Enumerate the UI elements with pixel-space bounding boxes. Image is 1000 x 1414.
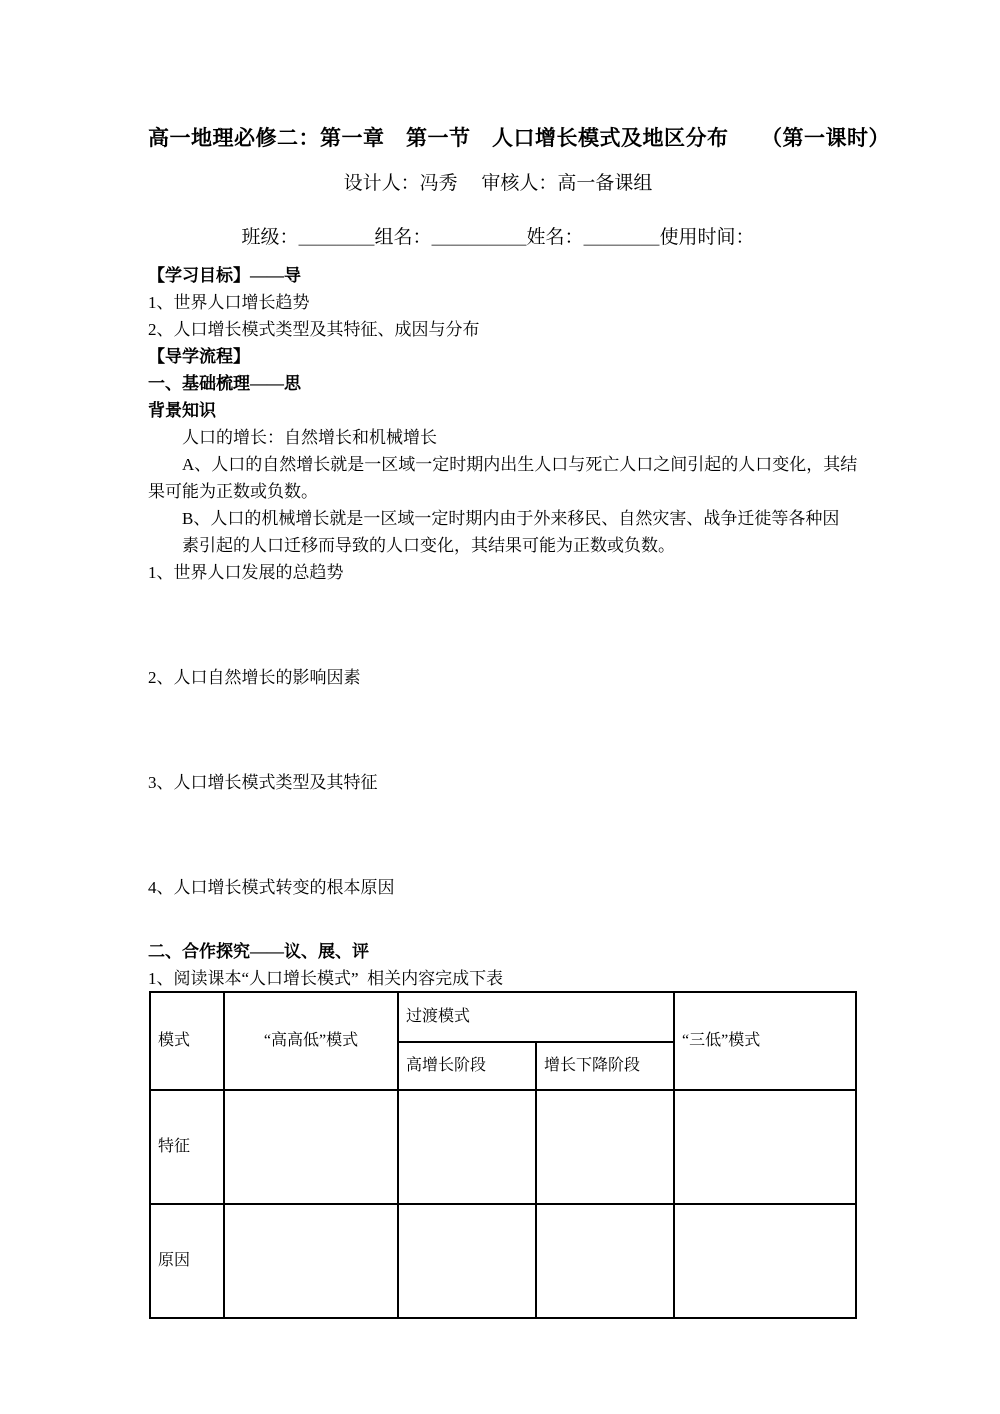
header-transition: 过渡模式 bbox=[398, 992, 674, 1042]
objective-item-2: 2、人口增长模式类型及其特征、成因与分布 bbox=[148, 320, 480, 339]
question-3: 3、人口增长模式类型及其特征 bbox=[148, 773, 378, 792]
header-transition-sub-1: 高增长阶段 bbox=[398, 1042, 536, 1090]
cell-characteristics-high-growth[interactable] bbox=[398, 1090, 536, 1204]
paragraph-a: A、人口的自然增长就是一区域一定时期内出生人口与死亡人口之间引起的人口变化，其结果可能为正数或负数。 bbox=[148, 455, 858, 501]
answer-space-2 bbox=[148, 691, 860, 769]
header-three-low: “三低”模式 bbox=[674, 992, 856, 1090]
lesson-body bbox=[148, 262, 860, 901]
paragraph-b-line-1: B、人口的机械增长就是一区域一定时期内由于外来移民、自然灾害、战争迁徙等各种因 bbox=[182, 509, 840, 528]
document-title: 高一地理必修二：第一章 第一节 人口增长模式及地区分布 （第一课时） bbox=[148, 126, 890, 150]
question-2: 2、人口自然增长的影响因素 bbox=[148, 668, 361, 687]
paragraph-b-line-2: 素引起的人口迁移而导致的人口变化，其结果可能为正数或负数。 bbox=[182, 536, 675, 555]
table-row bbox=[150, 1204, 856, 1318]
section-two-heading: 二、合作探究——议、展、评 bbox=[148, 942, 369, 961]
cell-characteristics-growth-decline[interactable] bbox=[536, 1090, 674, 1204]
objectives-heading: 【学习目标】——导 bbox=[148, 266, 301, 285]
class-info-line: 班级：＿＿＿＿组名：＿＿＿＿＿姓名：＿＿＿＿使用时间： bbox=[241, 227, 755, 248]
background-heading: 背景知识 bbox=[148, 401, 216, 420]
header-transition-sub-2: 增长下降阶段 bbox=[536, 1042, 674, 1090]
flow-heading: 【导学流程】 bbox=[148, 347, 250, 366]
question-4: 4、人口增长模式转变的根本原因 bbox=[148, 878, 395, 897]
modes-table-wrapper bbox=[149, 991, 857, 1319]
section-two-task: 1、阅读课本“人口增长模式” 相关内容完成下表 bbox=[148, 969, 504, 988]
cell-characteristics-high-high-low[interactable] bbox=[224, 1090, 398, 1204]
table-header-row-1 bbox=[150, 992, 856, 1042]
cell-causes-three-low[interactable] bbox=[674, 1204, 856, 1318]
cell-characteristics-three-low[interactable] bbox=[674, 1090, 856, 1204]
header-high-high-low: “高高低”模式 bbox=[224, 992, 398, 1090]
objective-item-1: 1、世界人口增长趋势 bbox=[148, 293, 310, 312]
answer-space-3 bbox=[148, 796, 860, 874]
section-two bbox=[148, 938, 860, 992]
row-label-characteristics: 特征 bbox=[150, 1090, 224, 1204]
question-1: 1、世界人口发展的总趋势 bbox=[148, 563, 344, 582]
row-label-causes: 原因 bbox=[150, 1204, 224, 1318]
cell-causes-high-high-low[interactable] bbox=[224, 1204, 398, 1318]
background-line: 人口的增长：自然增长和机械增长 bbox=[182, 428, 437, 447]
cell-causes-growth-decline[interactable] bbox=[536, 1204, 674, 1318]
document-subtitle: 设计人：冯秀 审核人：高一备课组 bbox=[343, 173, 653, 194]
cell-causes-high-growth[interactable] bbox=[398, 1204, 536, 1318]
table-row bbox=[150, 1090, 856, 1204]
header-mode-label: 模式 bbox=[150, 992, 224, 1090]
section-one-heading: 一、基础梳理——思 bbox=[148, 374, 301, 393]
answer-space-1 bbox=[148, 586, 860, 664]
population-modes-table bbox=[149, 991, 857, 1319]
